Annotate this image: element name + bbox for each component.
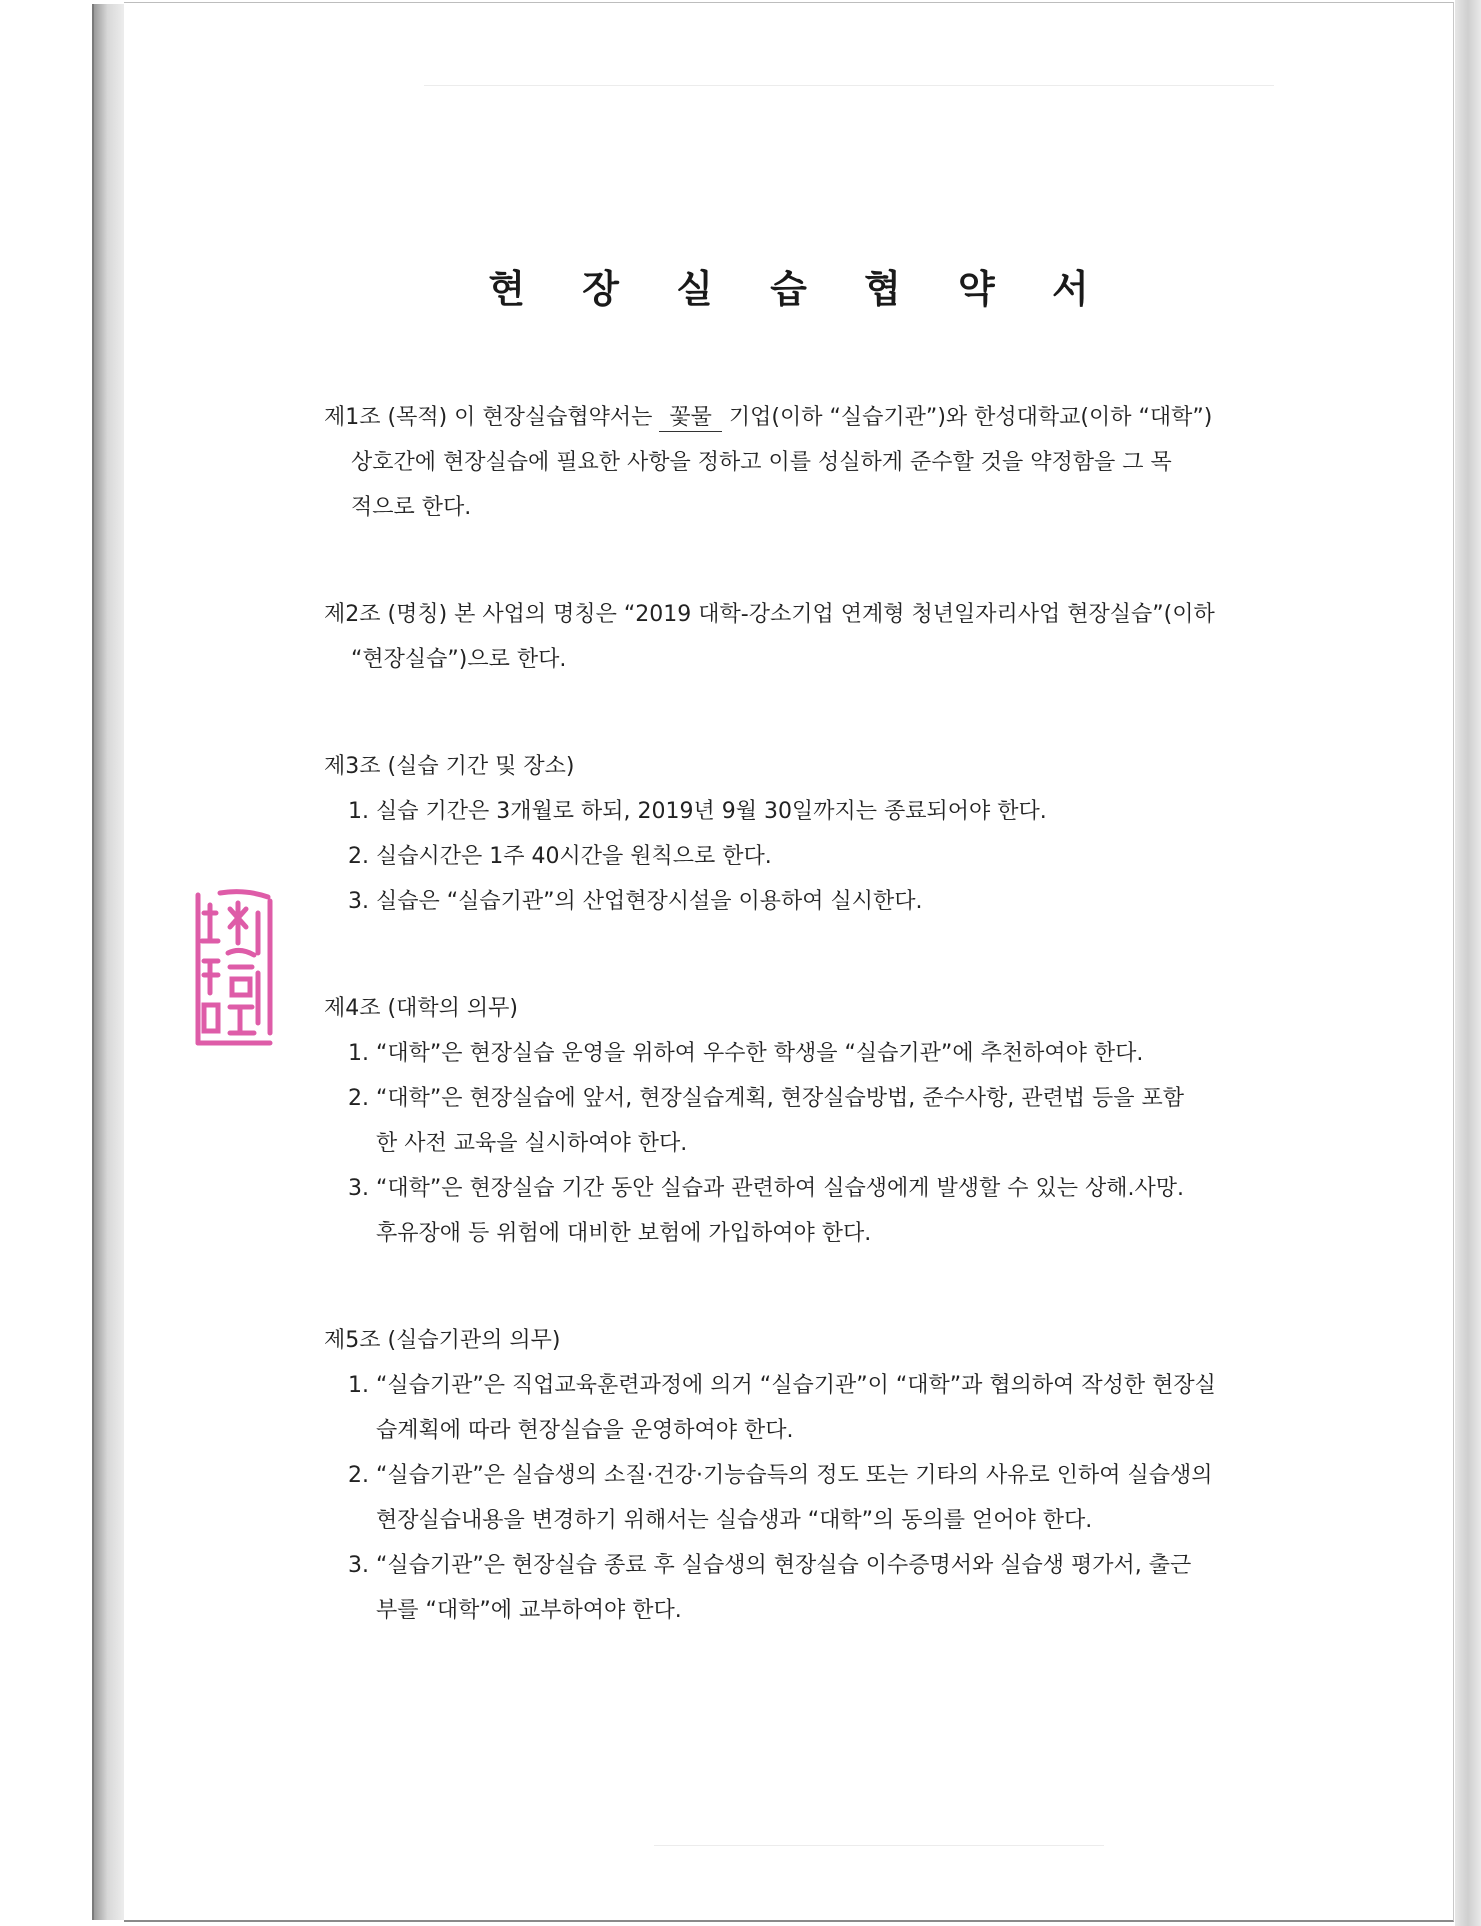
page-shadow [1455,0,1481,1926]
document-page [124,2,1454,1922]
company-name-field: 꽃물 [659,405,722,432]
page-stack-edge [92,4,128,1920]
article-3-item-3: 3. 실습은 “실습기관”의 산업현장시설을 이용하여 실시한다. [348,889,923,914]
article-3-heading: 제3조 (실습 기간 및 장소) [324,754,575,779]
article-1-text-pre: 제1조 (목적) 이 현장실습협약서는 [324,405,660,430]
red-seal-stamp-icon [190,883,278,1055]
article-5-item-2: 2. “실습기관”은 실습생의 소질·건강·기능습득의 정도 또는 기타의 사유로 인하여 실습생의 [348,1463,1213,1488]
document-title: 현 장 실 습 협 약 서 [488,267,1111,311]
article-4 [324,986,1404,1256]
article-1-line-1 [324,395,1404,440]
article-4-heading: 제4조 (대학의 의무) [324,996,518,1021]
article-5-item-1-cont: 습계획에 따라 현장실습을 운영하여야 한다. [376,1418,794,1443]
article-5 [324,1318,1404,1633]
article-5-item-2-cont: 현장실습내용을 변경하기 위해서는 실습생과 “대학”의 동의를 얻어야 한다. [376,1508,1093,1533]
scan-artifact-line [654,1845,1104,1846]
document-body [324,395,1404,1633]
article-1-line-2: 상호간에 현장실습에 필요한 사항을 정하고 이를 성실하게 준수할 것을 약정함을 그 목 [351,450,1172,475]
article-4-item-2-cont: 한 사전 교육을 실시하여야 한다. [376,1131,688,1156]
article-3 [324,744,1404,924]
article-5-heading: 제5조 (실습기관의 의무) [324,1328,561,1353]
article-4-item-1: 1. “대학”은 현장실습 운영을 위하여 우수한 학생을 “실습기관”에 추천하여야 한다. [348,1041,1144,1066]
article-3-item-1: 1. 실습 기간은 3개월로 하되, 2019년 9월 30일까지는 종료되어야 한다. [348,799,1047,824]
article-5-item-1: 1. “실습기관”은 직업교육훈련과정에 의거 “실습기관”이 “대학”과 협의하여 작성한 현장실 [348,1373,1216,1398]
article-3-item-2: 2. 실습시간은 1주 40시간을 원칙으로 한다. [348,844,772,869]
article-2-line-1: 제2조 (명칭) 본 사업의 명칭은 “2019 대학-강소기업 연계형 청년일자리사업 현장실습”(이하 [324,602,1215,627]
article-5-item-3-cont: 부를 “대학”에 교부하여야 한다. [376,1598,682,1623]
article-1-text-post: 기업(이하 “실습기관”)와 한성대학교(이하 “대학”) [721,405,1213,430]
article-4-item-3: 3. “대학”은 현장실습 기간 동안 실습과 관련하여 실습생에게 발생할 수 있는 상해.사망. [348,1176,1185,1201]
article-2 [324,592,1404,682]
scan-artifact-line [424,85,1274,86]
article-1 [324,395,1404,530]
article-4-item-2: 2. “대학”은 현장실습에 앞서, 현장실습계획, 현장실습방법, 준수사항, 관련법 등을 포함 [348,1086,1185,1111]
article-2-line-2: “현장실습”)으로 한다. [351,647,567,672]
article-5-item-3: 3. “실습기관”은 현장실습 종료 후 실습생의 현장실습 이수증명서와 실습생 평가서, 출근 [348,1553,1192,1578]
article-1-line-3: 적으로 한다. [351,495,472,520]
article-4-item-3-cont: 후유장애 등 위험에 대비한 보험에 가입하여야 한다. [376,1221,872,1246]
